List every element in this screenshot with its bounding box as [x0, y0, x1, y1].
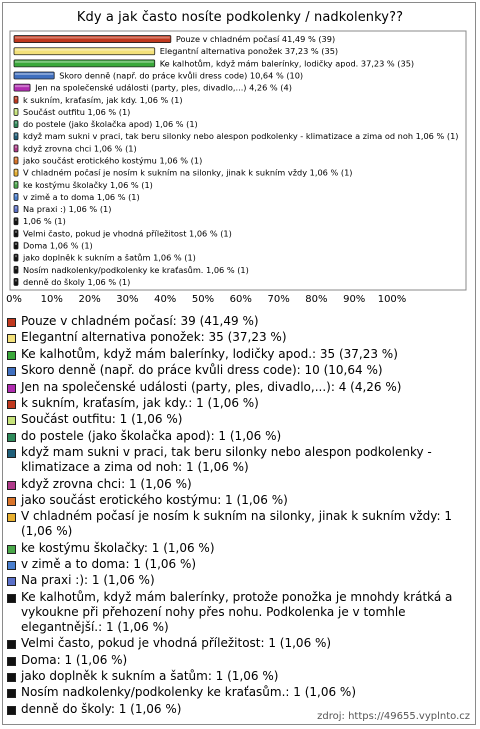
legend-swatch [7, 351, 16, 360]
legend-label: Doma: 1 (1,06 %) [21, 652, 128, 667]
legend-swatch [7, 513, 16, 522]
bar-label: jako doplněk k sukním a šatům 1,06 % (1) [23, 252, 196, 263]
x-tick-label: 70% [267, 294, 290, 305]
chart-title: Kdy a jak často nosíte podkolenky / nadkolenky?? [76, 10, 404, 25]
legend-swatch [7, 318, 16, 327]
bar-chart [0, 0, 480, 310]
bar-highlight [15, 37, 170, 39]
bar-label: 1,06 % (1) [23, 216, 66, 227]
bars-group [14, 34, 458, 287]
x-tick-label: 0% [6, 294, 22, 305]
bar-highlight [15, 61, 154, 63]
legend-label: když zrovna chci: 1 (1,06 %) [21, 476, 192, 491]
bar-highlight [15, 267, 17, 269]
x-tick-label: 60% [229, 294, 252, 305]
legend-label: jako součást erotického kostýmu: 1 (1,06 %) [21, 492, 288, 507]
legend-item [6, 380, 468, 395]
legend-label: do postele (jako školačka apod): 1 (1,06 %) [21, 428, 282, 443]
x-tick-label: 80% [305, 294, 328, 305]
legend-swatch [7, 561, 16, 570]
legend-label: Součást outfitu: 1 (1,06 %) [21, 412, 183, 427]
bar-highlight [15, 170, 17, 172]
bar-label: Ke kalhotům, když mám balerínky, lodičky apod. 37,23 % (35) [159, 58, 415, 69]
legend-label: Skoro denně (např. do práce kvůli dress code): 10 (10,64 %) [21, 363, 383, 378]
legend-label: Ke kalhotům, když mám balerínky, protože ponožka je mnohdy krátká a vykoukne při přehození nohy přes nohu. Podkolenka je v tomhle elegantnější.: 1 (1,06 %) [21, 589, 453, 634]
legend-item [6, 429, 468, 444]
legend-item [6, 347, 468, 362]
bar-label: Elegantní alternativa ponožek 37,23 % (35) [159, 46, 339, 57]
legend-swatch [7, 545, 16, 554]
legend-label: denně do školy: 1 (1,06 %) [21, 701, 182, 716]
legend-swatch [7, 433, 16, 442]
bar-label: do postele (jako školačka apod) 1,06 % (1) [23, 119, 198, 130]
legend-label: Velmi často, pokud je vhodná příležitost: 1 (1,06 %) [21, 636, 332, 651]
bar-label: Součást outfitu 1,06 % (1) [23, 106, 131, 117]
bar-highlight [15, 85, 29, 87]
bar-label: denně do školy 1,06 % (1) [23, 276, 131, 287]
bar-label: Jen na společenské události (party, ples, divadlo,...) 4,26 % (4) [35, 82, 292, 93]
bar-highlight [15, 146, 17, 148]
legend-item [6, 445, 468, 475]
legend-swatch [7, 400, 16, 409]
legend-item [6, 396, 468, 411]
legend-item [6, 685, 468, 700]
legend-swatch [7, 449, 16, 458]
legend-item [6, 557, 468, 572]
x-tick-label: 20% [78, 294, 101, 305]
legend-label: Elegantní alternativa ponožek: 35 (37,23 %) [21, 330, 287, 345]
x-axis-ticks [6, 294, 406, 305]
legend-item [6, 509, 468, 539]
bar-label: když mam sukni v praci, tak beru silonky nebo alespon podkolenky - klimatizace a zima od noh 1,06 % (1) [23, 131, 459, 142]
bar-label: Pouze v chladném počasí 41,49 % (39) [175, 34, 336, 45]
bar-highlight [15, 231, 17, 233]
legend-item [6, 314, 468, 329]
bar-label: k sukním, kraťasím, jak kdy. 1,06 % (1) [23, 94, 183, 105]
legend-label: Pouze v chladném počasí: 39 (41,49 %) [21, 314, 259, 328]
x-tick-label: 100% [377, 294, 407, 305]
legend-swatch [7, 416, 16, 425]
legend-swatch [7, 577, 16, 586]
legend-item [6, 477, 468, 492]
legend-swatch [7, 384, 16, 393]
x-tick-label: 40% [154, 294, 177, 305]
legend-label: k sukním, kraťasím, jak kdy.: 1 (1,06 %) [21, 395, 259, 410]
x-tick-label: 30% [116, 294, 139, 305]
bar-highlight [15, 279, 17, 281]
bar-highlight [15, 134, 17, 136]
x-tick-label: 10% [40, 294, 63, 305]
source-credit: zdroj: https://49655.vyplnto.cz [317, 711, 470, 722]
bar-highlight [15, 97, 17, 99]
legend [6, 314, 468, 718]
x-tick-label: 90% [343, 294, 366, 305]
legend-item [6, 412, 468, 427]
legend-item [6, 653, 468, 668]
bar-label: V chladném počasí je nosím k sukním na silonky, jinak k sukním vždy 1,06 % (1) [23, 167, 353, 178]
bar-highlight [15, 73, 53, 75]
bar-label: Skoro denně (např. do práce kvůli dress code) 10,64 % (10) [59, 70, 304, 81]
legend-swatch [7, 334, 16, 343]
legend-swatch [7, 657, 16, 666]
bar-label: ke kostýmu školačky 1,06 % (1) [23, 179, 153, 190]
legend-label: ke kostýmu školačky: 1 (1,06 %) [21, 540, 215, 555]
legend-label: Ke kalhotům, když mám balerínky, lodičky apod.: 35 (37,23 %) [21, 346, 398, 361]
legend-swatch [7, 673, 16, 682]
legend-label: v zimě a to doma: 1 (1,06 %) [21, 557, 197, 572]
bar-label: Nosím nadkolenky/podkolenky ke kraťasům. 1,06 % (1) [23, 264, 249, 275]
legend-label: Nosím nadkolenky/podkolenky ke kraťasům.: 1 (1,06 %) [21, 685, 357, 700]
legend-item [6, 541, 468, 556]
legend-swatch [7, 689, 16, 698]
legend-swatch [7, 640, 16, 649]
bar-highlight [15, 194, 17, 196]
legend-swatch [7, 481, 16, 490]
bar-label: Na praxi :) 1,06 % (1) [23, 204, 112, 215]
bar-label: Velmi často, pokud je vhodná příležitost 1,06 % (1) [23, 228, 232, 239]
bar-highlight [15, 243, 17, 245]
legend-swatch [7, 706, 16, 715]
bar-highlight [15, 158, 17, 160]
legend-item [6, 363, 468, 378]
bar-highlight [15, 255, 17, 257]
legend-item [6, 573, 468, 588]
legend-label: V chladném počasí je nosím k sukním na silonky, jinak k sukním vždy: 1 (1,06 %) [21, 509, 452, 539]
legend-label: jako doplněk k sukním a šatům: 1 (1,06 %) [21, 669, 279, 684]
legend-swatch [7, 367, 16, 376]
bar-highlight [15, 109, 17, 111]
legend-item [6, 636, 468, 651]
legend-label: Na praxi :): 1 (1,06 %) [21, 573, 155, 588]
legend-label: Jen na společenské události (party, ples, divadlo,...): 4 (4,26 %) [21, 379, 402, 394]
legend-item [6, 330, 468, 345]
bar-highlight [15, 49, 154, 51]
bar-highlight [15, 182, 17, 184]
legend-item [6, 669, 468, 684]
legend-swatch [7, 497, 16, 506]
bar-highlight [15, 207, 17, 209]
bar-label: jako součást erotického kostýmu 1,06 % (1) [23, 155, 203, 166]
bar-highlight [15, 219, 17, 221]
bar-label: v zimě a to doma 1,06 % (1) [23, 191, 140, 202]
bar-label: Doma 1,06 % (1) [23, 240, 93, 251]
bar-label: když zrovna chci 1,06 % (1) [23, 143, 137, 154]
legend-item [6, 493, 468, 508]
legend-label: když mam sukni v praci, tak beru silonky nebo alespon podkolenky - klimatizace a zima od noh: 1 (1,06 %) [21, 445, 432, 475]
legend-swatch [7, 594, 16, 603]
legend-item [6, 590, 468, 635]
x-tick-label: 50% [191, 294, 215, 305]
bar-highlight [15, 122, 17, 124]
